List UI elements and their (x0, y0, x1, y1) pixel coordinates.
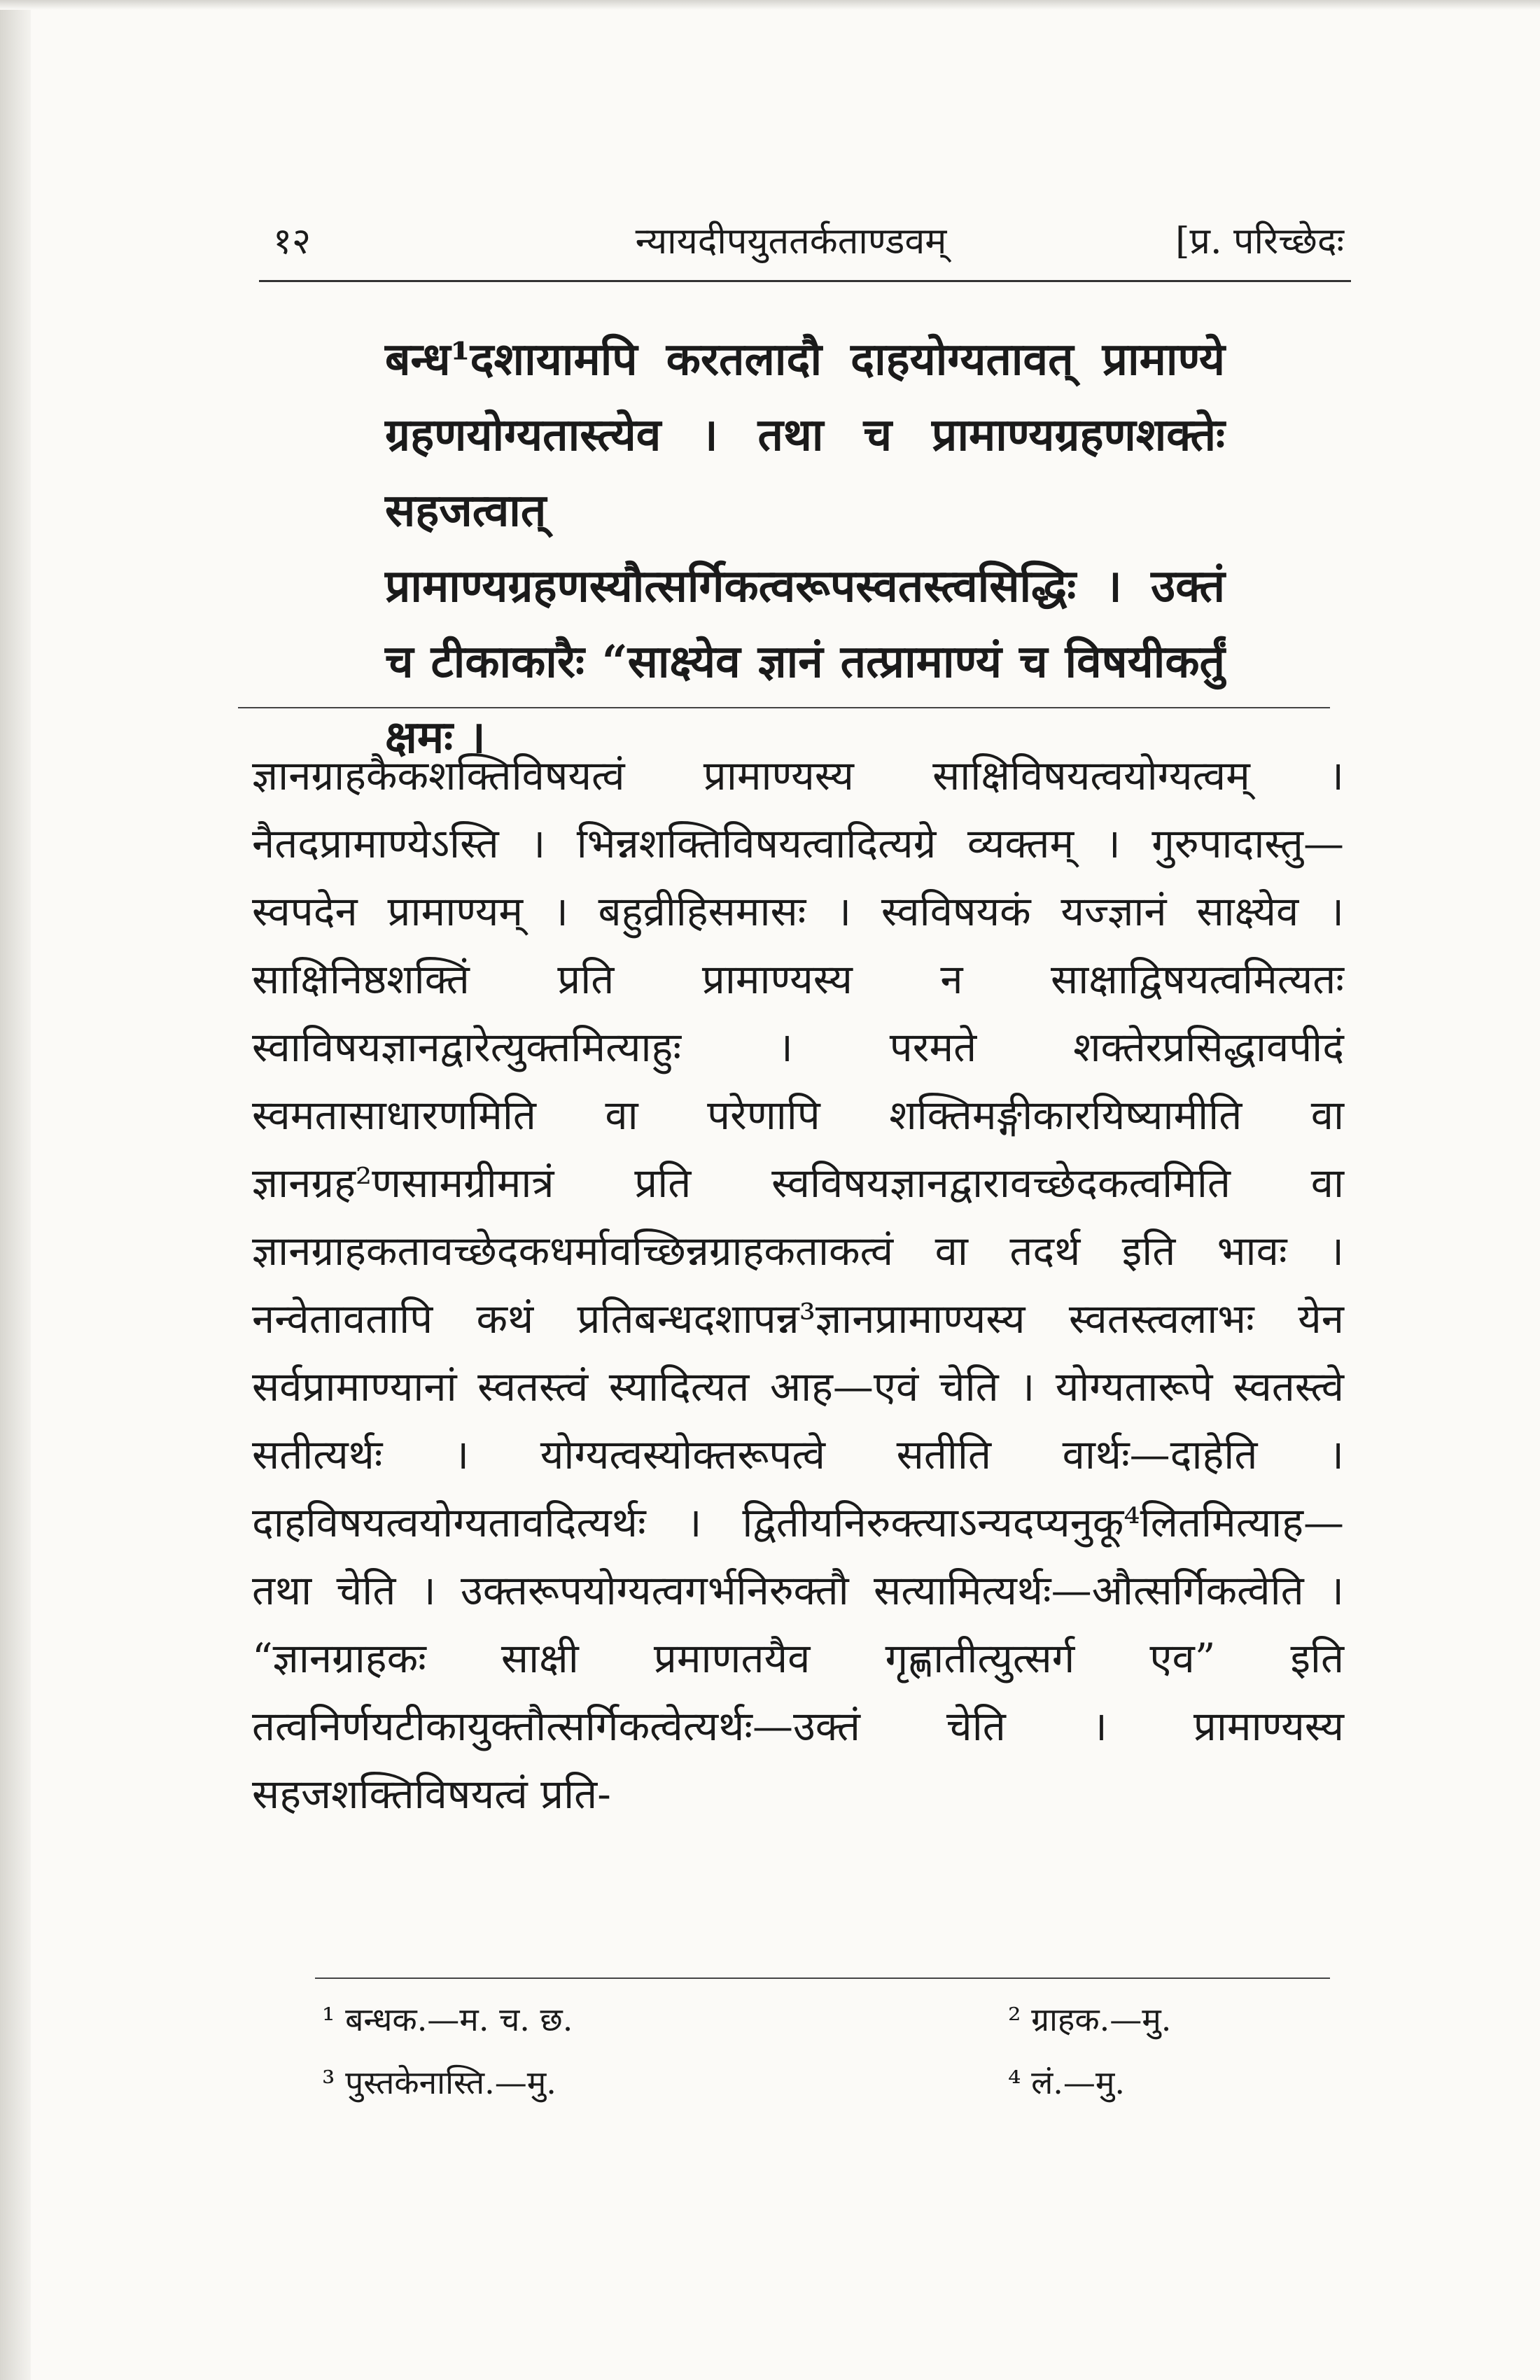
page-edge-shadow (0, 0, 31, 2380)
mula-text: बन्ध¹दशायामपि करतलादौ दाहयोग्यतावत् प्रामाण्ये ग्रहणयोग्यतास्त्येव । तथा च प्रामाण्यग्रहणशक्तेः सहजत्वात् प्रामाण्यग्रहणस्यौत्सर्गिकत्वरूपस्वतस्त्वसिद्धिः । उक्तं च टीकाकारैः “साक्ष्येव ज्ञानं तत्प्रामाण्यं च विषयीकर्तुं क्षमः । (385, 333, 1225, 764)
footnote-3: ³ पुस्तकेनास्ति.—मु. (322, 2064, 556, 2101)
footnote-2: ² ग्राहक.—मु. (1008, 2001, 1172, 2038)
footnote-1: ¹ बन्धक.—म. च. छ. (322, 2001, 573, 2038)
section-label: [प्र. परिच्छेदः (1175, 220, 1344, 262)
header-rule (259, 280, 1351, 282)
page-header (238, 217, 1344, 266)
page-top-shadow (0, 0, 1540, 10)
footnotes (322, 1988, 1302, 2128)
running-title: न्यायदीपयुततर्कताण्डवम् (635, 220, 947, 262)
footnote-4: ⁴ लं.—मु. (1008, 2064, 1126, 2101)
mula-separator (238, 707, 1330, 708)
page-number: १२ (273, 220, 312, 262)
footnote-rule (315, 1977, 1330, 1979)
commentary-text: ज्ञानग्राहकैकशक्तिविषयत्वं प्रामाण्यस्य साक्षिविषयत्वयोग्यत्वम् । नैतदप्रामाण्येऽस्ति । भिन्नशक्तिविषयत्वादित्यग्रे व्यक्तम् । गुरुपादास्तु—स्वपदेन प्रामाण्यम् । बहुव्रीहिसमासः । स्वविषयकं यज्ज्ञानं साक्ष्येव । साक्षिनिष्ठशक्तिं प्रति प्रामाण्यस्य न साक्षाद्विषयत्वमित्यतः स्वाविषयज्ञानद्वारेत्युक्तमित्याहुः । परमते शक्तेरप्रसिद्धावपीदं स्वमतासाधारणमिति वा परेणापि शक्तिमङ्गीकारयिष्यामीति वा ज्ञानग्रह²णसामग्रीमात्रं प्रति स्वविषयज्ञानद्वारावच्छेदकत्वमिति वा ज्ञानग्राहकतावच्छेदकधर्मावच्छिन्नग्राहकताकत्वं वा तदर्थ इति भावः । नन्वेतावतापि कथं प्रतिबन्धदशापन्न³ज्ञानप्रामाण्यस्य स्वतस्त्वलाभः येन सर्वप्रामाण्यानां स्वतस्त्वं स्यादित्यत आह—एवं चेति । योग्यतारूपे स्वतस्त्वे सतीत्यर्थः । योग्यत्वस्योक्तरूपत्वे सतीति वार्थः—दाहेति । दाहविषयत्वयोग्यतावदित्यर्थः । द्वितीयनिरुक्त्याऽन्यदप्यनुकू⁴लितमित्याह—तथा चेति । उक्तरूपयोग्यत्वगर्भनिरुक्तौ सत्यामित्यर्थः—औत्सर्गिकत्वेति । “ज्ञानग्राहकः साक्षी प्रमाणतयैव गृह्णातीत्युत्सर्ग एव” इति तत्वनिर्णयटीकायुक्तौत्सर्गिकत्वेत्यर्थः—उक्तं चेति । प्रामाण्यस्य सहजशक्तिविषयत्वं प्रति- (252, 752, 1344, 1818)
